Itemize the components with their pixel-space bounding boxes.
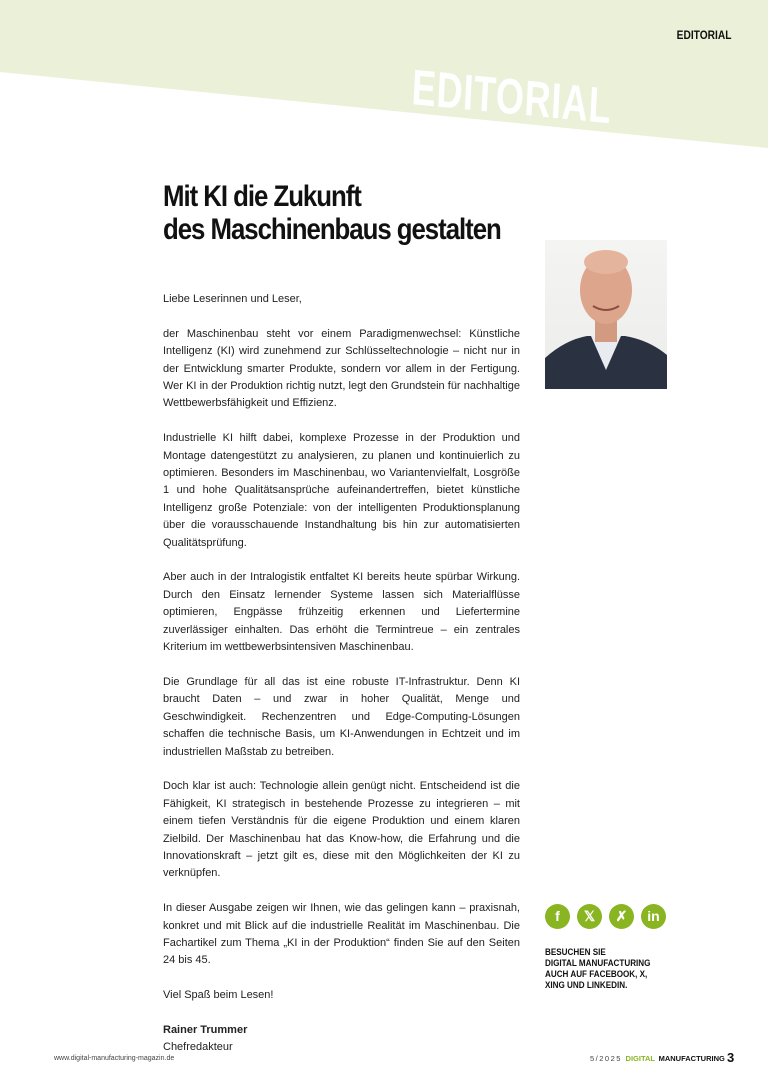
title-line-2: des Maschinenbaus gestalten bbox=[163, 213, 501, 246]
paragraph: Doch klar ist auch: Technologie allein genügt nicht. Entscheidend ist die Fähigkeit, KI strategisch in bestehende Prozesse zu integrieren – mit einem tiefen Verständnis für die eigene Produktion und einem klaren Zielbild. Der Maschinenbau hat das Know-how, die Erfahrung und die Innovationskraft – jetzt gilt es, diese mit den Möglichkeiten der KI zu verknüpfen. bbox=[163, 780, 520, 880]
callout-line: AUCH AUF FACEBOOK, X, bbox=[545, 969, 648, 979]
issue-number: 5/2025 bbox=[590, 1054, 622, 1063]
social-callout bbox=[545, 947, 650, 991]
facebook-icon[interactable]: f bbox=[545, 904, 570, 929]
xing-icon[interactable]: ✗ bbox=[609, 904, 634, 929]
paragraph: In dieser Ausgabe zeigen wir Ihnen, wie das gelingen kann – praxisnah, konkret und mit Blick auf die industrielle Realität im Maschinenbau. Die Fachartikel zum Thema „KI in der Produktion“ finden Sie auf den Seiten 24 bis 45. bbox=[163, 902, 520, 967]
paragraph: Aber auch in der Intralogistik entfaltet KI bereits heute spürbar Wirkung. Durch den Einsatz lernender Systeme lassen sich Materialflüsse optimieren, Engpässe frühzeitig erkennen und Liefertermine zuverlässiger einhalten. Das erhöht die Termintreue – ein zentrales Kriterium im wettbewerbsintensiven Maschinenbau. bbox=[163, 571, 520, 654]
paragraph: Viel Spaß beim Lesen! bbox=[163, 989, 274, 1002]
article-body bbox=[163, 291, 520, 1057]
brand-digital: DIGITAL bbox=[625, 1054, 655, 1063]
article-title bbox=[163, 180, 559, 246]
x-icon[interactable]: 𝕏 bbox=[577, 904, 602, 929]
paragraph: Die Grundlage für all das ist eine robuste IT-Infrastruktur. Denn KI braucht Daten – und zwar in hoher Qualität, Menge und Geschwindigkeit. Rechenzentren und Edge-Computing-Lösungen schaffen die technische Basis, um KI-Anwendungen in Echtzeit und im industriellen Maßstab zu betreiben. bbox=[163, 675, 520, 758]
editorial-watermark: EDITORIAL bbox=[410, 59, 613, 135]
social-links bbox=[545, 904, 666, 929]
page-number: 3 bbox=[727, 1050, 735, 1065]
callout-line: XING UND LINKEDIN. bbox=[545, 980, 628, 990]
paragraph: Liebe Leserinnen und Leser, bbox=[163, 293, 302, 305]
issue-info bbox=[590, 1054, 725, 1063]
author-photo bbox=[545, 240, 667, 389]
title-line-1: Mit KI die Zukunft bbox=[163, 180, 361, 213]
signature bbox=[163, 1022, 520, 1057]
header-background bbox=[0, 0, 768, 160]
website-url[interactable]: www.digital-manufacturing-magazin.de bbox=[54, 1055, 175, 1062]
linkedin-icon[interactable]: in bbox=[641, 904, 666, 929]
brand-manufacturing: MANUFACTURING bbox=[658, 1054, 725, 1063]
author-role: Chefredakteur bbox=[163, 1041, 233, 1054]
paragraph: Industrielle KI hilft dabei, komplexe Prozesse in der Produktion und Montage datengestützt zu analysieren, zu planen und kontinuierlich zu optimieren. Besonders im Maschinenbau, wo Variantenvielfalt, Losgröße 1 und hohe Qualitätsansprüche aufeinandertreffen, bietet künstliche Intelligenz große Potenziale: von der intelligenten Produktionsplanung über die vorausschauende Instandhaltung bis hin zur automatisierten Qualitätsprüfung. bbox=[163, 432, 520, 549]
callout-line: BESUCHEN SIE bbox=[545, 947, 606, 957]
callout-line: DIGITAL MANUFACTURING bbox=[545, 958, 651, 968]
paragraph: der Maschinenbau steht vor einem Paradigmenwechsel: Künstliche Intelligenz (KI) wird zunehmend zur Schlüsseltechnologie – nicht nur in der Entwicklung smarter Produkte, sondern vor allem in der Fertigung. Wer KI in der Produktion richtig nutzt, legt den Grundstein für nachhaltige Wettbewerbsfähigkeit und Effizienz. bbox=[163, 327, 520, 410]
author-name: Rainer Trummer bbox=[163, 1023, 248, 1036]
section-label: EDITORIAL bbox=[676, 28, 731, 42]
